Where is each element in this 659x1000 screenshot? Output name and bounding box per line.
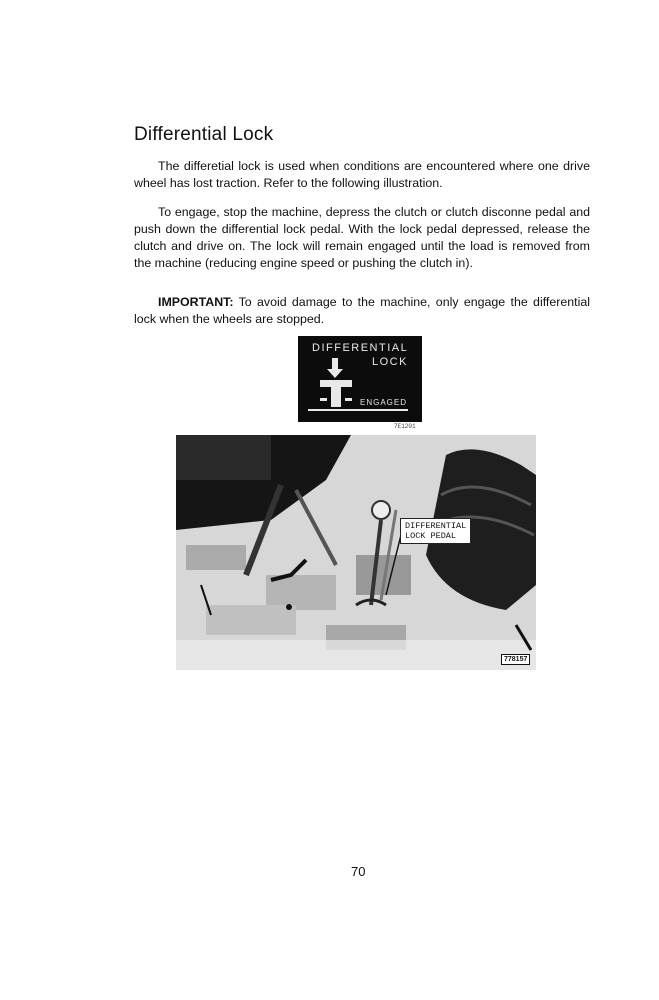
tractor-floor-photo xyxy=(176,435,536,670)
page-number: 70 xyxy=(351,864,366,879)
important-text: To avoid damage to the machine, only engage the differential lock when the wheels are stopped. xyxy=(134,295,590,326)
section-heading: Differential Lock xyxy=(134,124,274,145)
callout-line1: DIFFERENTIAL xyxy=(405,521,467,531)
photo-figure-number: 778157 xyxy=(501,654,530,665)
decal-title-line1: DIFFERENTIAL xyxy=(312,342,409,354)
differential-lock-decal xyxy=(298,336,422,422)
decal-engaged-label: ENGAGED xyxy=(360,398,408,407)
lock-pedal-icon xyxy=(298,336,422,422)
callout-line2: LOCK PEDAL xyxy=(405,531,457,541)
decal-figure-code: 7E1201 xyxy=(394,423,416,430)
paragraph-intro: The differetial lock is used when conditions are encountered where one drive wheel has lost traction. Refer to the following illustration. xyxy=(134,159,590,190)
paragraph-engage: To engage, stop the machine, depress the clutch or clutch disconne pedal and push down the differential lock pedal. With the lock pedal depressed, release the clutch and drive on. The lock will remain engaged until the load is removed from the machine (reducing engine speed or pushing the clutch in). xyxy=(134,205,590,270)
important-label: IMPORTANT: xyxy=(158,295,234,309)
decal-title-line2: LOCK xyxy=(372,356,408,368)
pedal-photo xyxy=(176,435,536,670)
important-note xyxy=(134,294,590,328)
pedal-callout xyxy=(400,518,471,544)
